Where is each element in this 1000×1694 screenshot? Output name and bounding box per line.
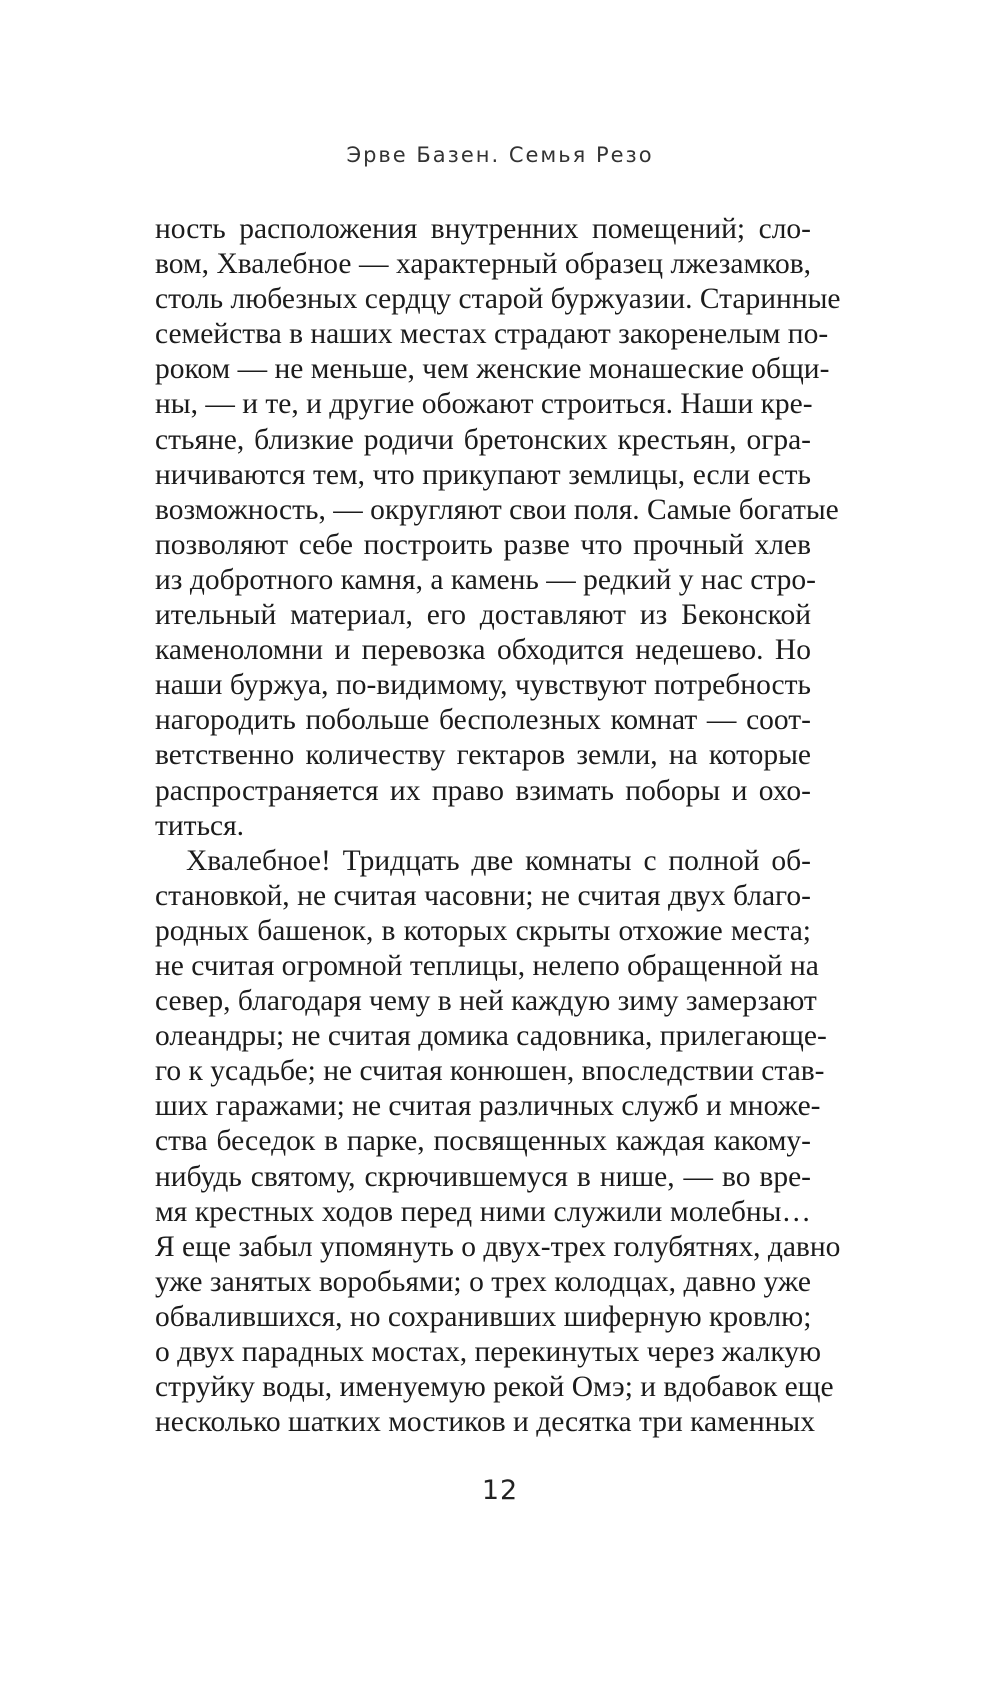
text-line: ничиваются тем, что прикупают землицы, если есть — [155, 458, 811, 491]
text-line: ительный материал, его доставляют из Беконской — [155, 599, 811, 632]
text-line: ны, — и те, и другие обожают строиться. Наши кре- — [155, 388, 813, 421]
text-line: Я еще забыл упомянуть о двух-трех голубятнях, давно — [155, 1230, 841, 1263]
text-line: не считая огромной теплицы, нелепо обращенной на — [155, 949, 819, 982]
text-line: становкой, не считая часовни; не считая двух благо- — [155, 879, 811, 912]
text-line: титься. — [155, 809, 245, 842]
text-line: семейства в наших местах страдают закоренелым по- — [155, 318, 829, 351]
text-line: ветственно количеству гектаров земли, на которые — [155, 739, 811, 772]
text-line: струйку воды, именуемую рекой Омэ; и вдобавок еще — [155, 1371, 834, 1404]
page-number: 12 — [481, 1475, 519, 1506]
text-line: столь любезных сердцу старой буржуазии. Старинные — [155, 283, 841, 316]
text-line: распространяется их право взимать поборы и охо- — [155, 774, 811, 807]
text-line: из добротного камня, а камень — редкий у нас стро- — [155, 563, 816, 596]
running-head: Эрве Базен. Семья Резо — [346, 143, 654, 167]
paragraph-2 — [155, 844, 841, 1441]
text-line: стьяне, близкие родичи бретонских крестьян, огра- — [155, 423, 811, 456]
text-line: наши буржуа, по-видимому, чувствуют потребность — [155, 669, 811, 702]
text-line: ность расположения внутренних помещений; сло- — [155, 213, 811, 245]
text-line: мя крестных ходов перед ними служили молебны… — [155, 1195, 811, 1228]
text-line: роком — не меньше, чем женские монашеские общи- — [155, 353, 830, 386]
text-line: родных башенок, в которых скрыты отхожие места; — [155, 914, 811, 947]
text-line: ших гаражами; не считая различных служб и множе- — [155, 1090, 821, 1123]
text-line: возможность, — округляют свои поля. Самые богатые — [155, 493, 839, 526]
text-line: олеандры; не считая домика садовника, прилегающе- — [155, 1020, 827, 1053]
text-line: север, благодаря чему в ней каждую зиму замерзают — [155, 985, 817, 1018]
text-line: ства беседок в парке, посвященных каждая какому- — [155, 1125, 811, 1158]
body-text — [155, 212, 841, 1440]
paragraph-1 — [155, 212, 841, 844]
text-line: каменоломни и перевозка обходится недешево. Но — [155, 634, 811, 667]
text-line: уже занятых воробьями; о трех колодцах, давно уже — [155, 1265, 811, 1298]
text-line: Хвалебное! Тридцать две комнаты с полной об- — [186, 844, 811, 877]
text-line: го к усадьбе; не считая конюшен, впоследствии став- — [155, 1055, 825, 1088]
text-line: нагородить побольше бесполезных комнат — соот- — [155, 704, 811, 737]
text-line: о двух парадных мостах, перекинутых через жалкую — [155, 1336, 822, 1368]
text-line: позволяют себе построить разве что прочный хлев — [155, 528, 811, 561]
text-line: вом, Хвалебное — характерный образец лжезамков, — [155, 248, 811, 281]
text-line: нибудь святому, скрючившемуся в нише, — во вре- — [155, 1160, 811, 1193]
text-line: несколько шатких мостиков и десятка три каменных — [155, 1406, 815, 1439]
text-line: обвалившихся, но сохранивших шиферную кровлю; — [155, 1300, 812, 1333]
